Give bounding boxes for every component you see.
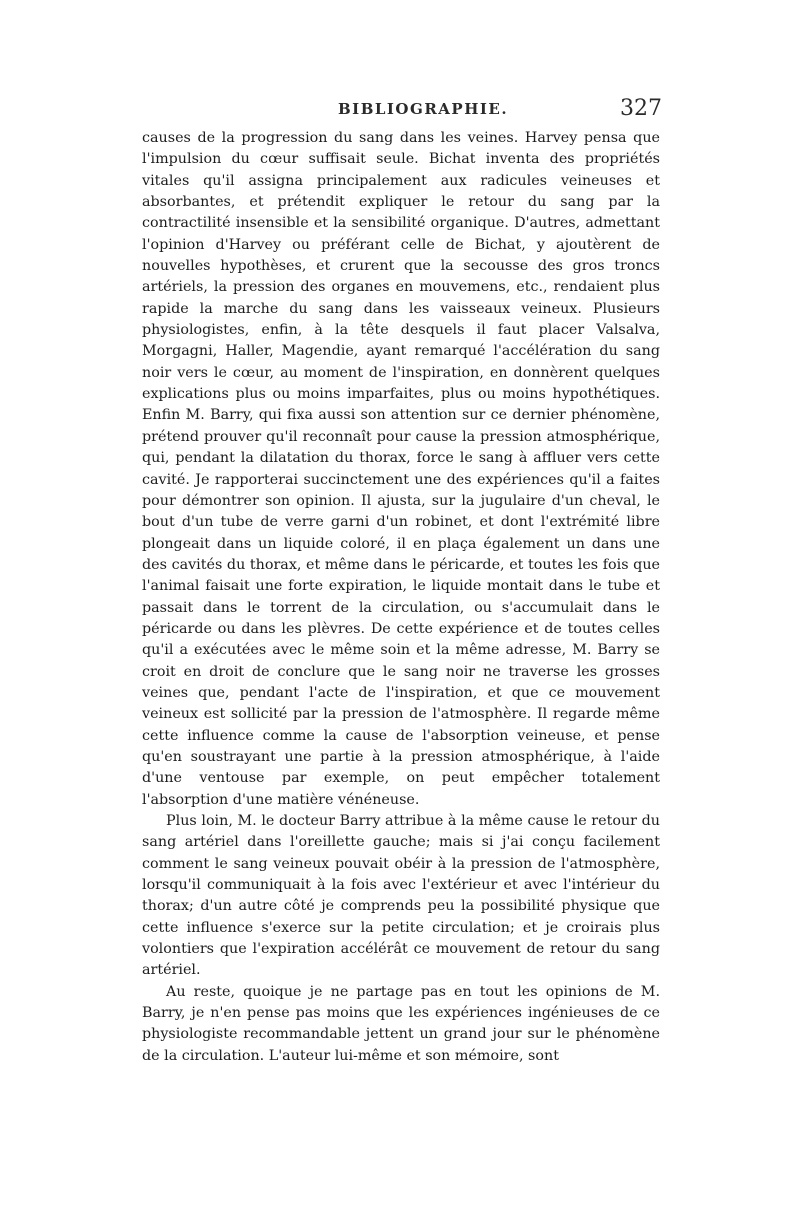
running-head: BIBLIOGRAPHIE. bbox=[338, 100, 509, 118]
body-text bbox=[142, 128, 660, 1067]
paragraph: Au reste, quoique je ne partage pas en tout les opinions de M. Barry, je n'en pense pas moins que les expériences ingénieuses de ce physiologiste recommandable jettent un grand jour sur le phénomène de la circulation. L'auteur lui-même et son mémoire, sont bbox=[142, 983, 660, 1064]
paragraph: Plus loin, M. le docteur Barry attribue à la même cause le retour du sang artériel dans l'oreillette gauche; mais si j'ai conçu facilement comment le sang veineux pouvait obéir à la pression de l'atmosphère, lorsqu'il communiquait à la fois avec l'extérieur et avec l'intérieur du thorax; d'un autre côté je comprends peu la possibilité physique que cette influence s'exerce sur la petite circulation; et je croirais plus volontiers que l'expiration accélérât ce mouvement de retour du sang artériel. bbox=[142, 813, 660, 979]
page-header bbox=[138, 96, 662, 126]
paragraph: causes de la progression du sang dans les veines. Harvey pensa que l'impulsion du cœur suffisait seule. Bichat inventa des propriétés vitales qu'il assigna principalement aux radicules veineuses et absorbantes, et prétendit expliquer le retour du sang par la contractilité insensible et la sensibilité organique. D'autres, admettant l'opinion d'Harvey ou préférant celle de Bichat, y ajoutèrent de nouvelles hypothèses, et crurent que la secousse des gros troncs artériels, la pression des organes en mouvemens, etc., rendaient plus rapide la marche du sang dans les vaisseaux veineux. Plusieurs physiologistes, enfin, à la tête desquels il faut placer Valsalva, Morgagni, Haller, Magendie, ayant remarqué l'accélération du sang noir vers le cœur, au moment de l'inspiration, en donnèrent quelques explications plus ou moins imparfaites, plus ou moins hypothétiques. Enfin M. Barry, qui fixa aussi son attention sur ce dernier phénomène, prétend prouver qu'il reconnaît pour cause la pression atmosphérique, qui, pendant la dilatation du thorax, force le sang à affluer vers cette cavité. Je rapporterai succinctement une des expériences qu'il a faites pour démontrer son opinion. Il ajusta, sur la jugulaire d'un cheval, le bout d'un tube de verre garni d'un robinet, et dont l'extrémité libre plongeait dans un liquide coloré, il en plaça également un dans une des cavités du thorax, et même dans le péricarde, et toutes les fois que l'animal faisait une forte expiration, le liquide montait dans le tube et passait dans le torrent de la circulation, ou s'accumulait dans le péricarde ou dans les plèvres. De cette expérience et de toutes celles qu'il a exécutées avec le même soin et la même adresse, M. Barry se croit en droit de conclure que le sang noir ne traverse les grosses veines que, pendant l'acte de l'inspiration, et que ce mouvement veineux est sollicité par la pression de l'atmosphère. Il regarde même cette influence comme la cause de l'absorption veineuse, et pense qu'en soustrayant une partie à la pression atmosphérique, à l'aide d'une ventouse par exemple, on peut empêcher totalement l'absorption d'une matière vénéneuse. bbox=[142, 130, 660, 808]
page-number: 327 bbox=[620, 96, 662, 121]
